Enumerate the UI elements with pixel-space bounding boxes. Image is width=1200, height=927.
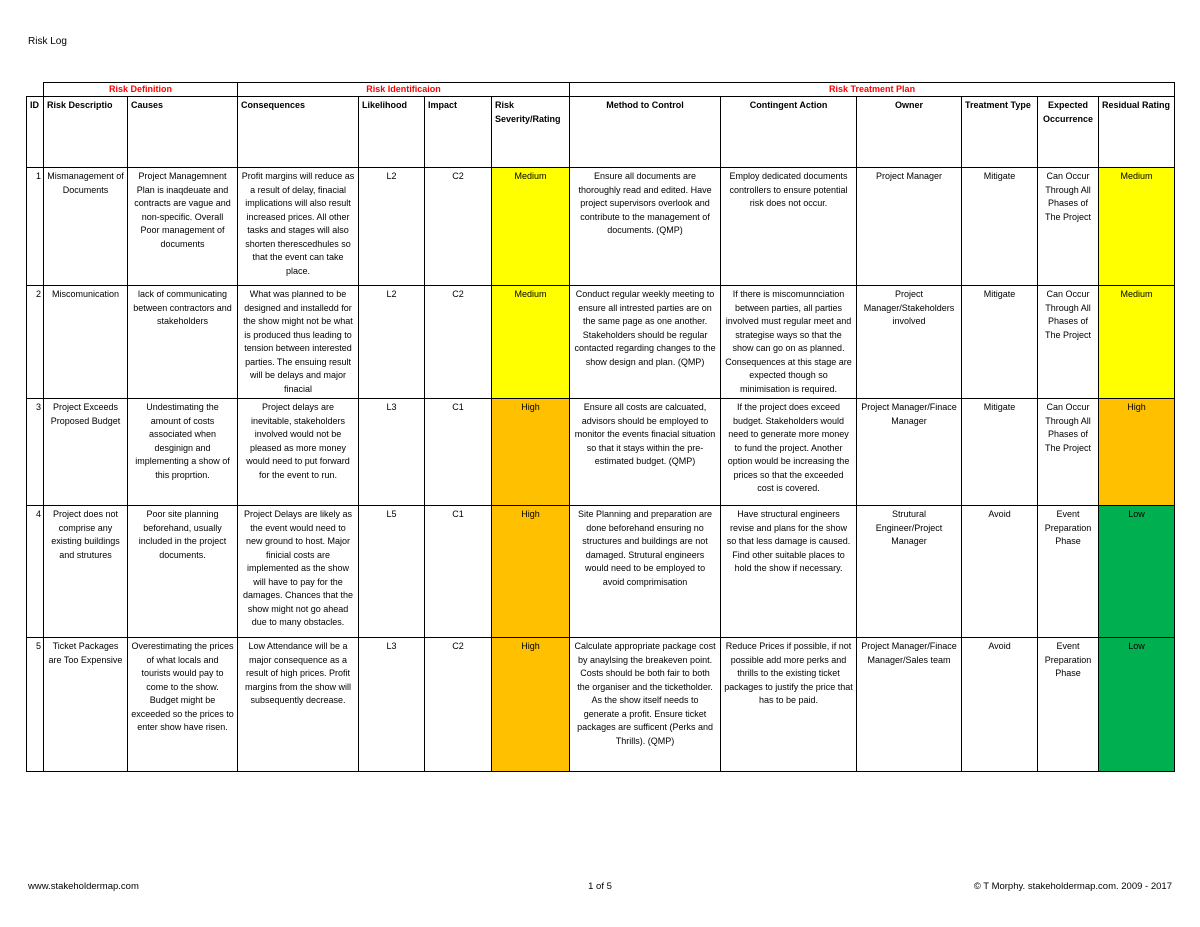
treatment-type: Avoid	[962, 638, 1038, 772]
column-header-risk-severity: Risk Severity/Rating	[492, 97, 570, 168]
risk-severity-high: High	[492, 399, 570, 506]
page-title: Risk Log	[28, 36, 67, 47]
expected-occurrence: Event Preparation Phase	[1038, 638, 1099, 772]
column-header-row	[27, 97, 1175, 168]
column-header-id: ID	[27, 97, 44, 168]
method-to-control: Calculate appropriate package cost by anaylsing the breakeven point. Costs should be both fair to both the organiser and the ticketholder. As the show itself needs to generate a profit. Ensure ticket packages are sufficent (Perks and Thrills). (QMP)	[570, 638, 721, 772]
contingent-action: Reduce Prices if possible, if not possible add more perks and thrills to the existing ticket packages to justify the price that has to be paid.	[721, 638, 857, 772]
column-header-treatment-type: Treatment Type	[962, 97, 1038, 168]
footer-copyright: © T Morphy. stakeholdermap.com. 2009 - 2017	[973, 881, 1172, 892]
risk-description: Miscomunication	[44, 286, 128, 399]
group-heading-risk-identification: Risk Identificaion	[238, 83, 570, 97]
group-heading-row	[27, 83, 1175, 97]
risk-impact: C2	[425, 286, 492, 399]
risk-severity-high: High	[492, 506, 570, 638]
contingent-action: If there is miscomunnciation between parties, all parties involved must regular meet and strategise ways so that the show can go on as planned. Consequences at this stage are expected though so minimisation is required.	[721, 286, 857, 399]
risk-owner: Project Manager/Stakeholders involved	[857, 286, 962, 399]
expected-occurrence: Can Occur Through All Phases of The Project	[1038, 399, 1099, 506]
risk-description: Project does not comprise any existing buildings and strutures	[44, 506, 128, 638]
column-header-likelihood: Likelihood	[359, 97, 425, 168]
table-row	[27, 399, 1175, 506]
risk-impact: C1	[425, 506, 492, 638]
contingent-action: Employ dedicated documents controllers to ensure potential risk does not occur.	[721, 168, 857, 286]
risk-consequences: What was planned to be designed and installedd for the show might not be what is produced thus leading to tension between interested parties. The ensuing result will be delays and major finacial	[238, 286, 359, 399]
risk-consequences: Low Attendance will be a major consequence as a result of high prices. Profit margins from the show will subsequently decrease.	[238, 638, 359, 772]
risk-likelihood: L2	[359, 286, 425, 399]
risk-causes: Overestimating the prices of what locals and tourists would pay to come to the show. Budget might be exceeded so the prices to enter show have risen.	[128, 638, 238, 772]
column-header-causes: Causes	[128, 97, 238, 168]
column-header-residual-rating: Residual Rating	[1099, 97, 1175, 168]
residual-rating-high: High	[1099, 399, 1175, 506]
method-to-control: Site Planning and preparation are done beforehand ensuring no structures and buildings are not damaged. Strutural engineers would need to be employed to avoid comprimisation	[570, 506, 721, 638]
treatment-type: Avoid	[962, 506, 1038, 638]
risk-causes: Project Managemnent Plan is inaqdeuate and contracts are vague and non-specific. Overall Poor management of documents	[128, 168, 238, 286]
risk-impact: C1	[425, 399, 492, 506]
column-header-consequences: Consequences	[238, 97, 359, 168]
method-to-control: Ensure all costs are calcuated, advisors should be employed to monitor the events finacial situation so that it stays within the pre-estimated budget. (QMP)	[570, 399, 721, 506]
table-row	[27, 638, 1175, 772]
risk-consequences: Project delays are inevitable, stakeholders involved would not be pleased as more money would need to put forward for the event to run.	[238, 399, 359, 506]
risk-causes: lack of communicating between contractors and stakeholders	[128, 286, 238, 399]
risk-causes: Poor site planning beforehand, usually included in the project documents.	[128, 506, 238, 638]
group-heading-risk-definition: Risk Definition	[44, 83, 238, 97]
method-to-control: Ensure all documents are thoroughly read and edited. Have project supervisors overlook and contribute to the management of documents. (QMP)	[570, 168, 721, 286]
column-header-contingent-action: Contingent Action	[721, 97, 857, 168]
risk-likelihood: L3	[359, 399, 425, 506]
risk-likelihood: L2	[359, 168, 425, 286]
residual-rating-medium: Medium	[1099, 168, 1175, 286]
risk-log-table	[26, 82, 1175, 772]
table-row	[27, 168, 1175, 286]
column-header-method-to-control: Method to Control	[570, 97, 721, 168]
risk-likelihood: L5	[359, 506, 425, 638]
expected-occurrence: Can Occur Through All Phases of The Project	[1038, 168, 1099, 286]
residual-rating-low: Low	[1099, 638, 1175, 772]
risk-owner: Project Manager	[857, 168, 962, 286]
risk-id: 5	[27, 638, 44, 772]
risk-id: 3	[27, 399, 44, 506]
risk-owner: Project Manager/Finace Manager/Sales team	[857, 638, 962, 772]
risk-likelihood: L3	[359, 638, 425, 772]
risk-impact: C2	[425, 638, 492, 772]
risk-causes: Undestimating the amount of costs associated when desginign and implementing a show of this proprtion.	[128, 399, 238, 506]
risk-severity-medium: Medium	[492, 168, 570, 286]
treatment-type: Mitigate	[962, 399, 1038, 506]
group-heading-risk-treatment-plan: Risk Treatment Plan	[570, 83, 1175, 97]
risk-description: Ticket Packages are Too Expensive	[44, 638, 128, 772]
treatment-type: Mitigate	[962, 168, 1038, 286]
risk-owner: Project Manager/Finace Manager	[857, 399, 962, 506]
risk-severity-high: High	[492, 638, 570, 772]
column-header-expected-occurrence: Expected Occurrence	[1038, 97, 1099, 168]
method-to-control: Conduct regular weekly meeting to ensure all intrested parties are on the same page as one another. Stakeholders should be regular contacted regarding changes to the show design and plan. (QMP)	[570, 286, 721, 399]
column-header-owner: Owner	[857, 97, 962, 168]
contingent-action: Have structural engineers revise and plans for the show so that less damage is caused. Find other suitable places to hold the show if necessary.	[721, 506, 857, 638]
risk-id: 1	[27, 168, 44, 286]
footer-website-link[interactable]: www.stakeholdermap.com	[28, 881, 139, 892]
risk-description: Mismanagement of Documents	[44, 168, 128, 286]
column-header-risk-description: Risk Descriptio	[44, 97, 128, 168]
risk-consequences: Project Delays are likely as the event would need to new ground to host. Major finicial costs are implemented as the show will have to pay for the damages. Chances that the show might not go ahead due to many obstacles.	[238, 506, 359, 638]
risk-consequences: Profit margins will reduce as a result of delay, finacial implications will also result increased prices. All other tasks and stages will also shorten therescedhules so that the event can take place.	[238, 168, 359, 286]
risk-impact: C2	[425, 168, 492, 286]
residual-rating-low: Low	[1099, 506, 1175, 638]
risk-description: Project Exceeds Proposed Budget	[44, 399, 128, 506]
treatment-type: Mitigate	[962, 286, 1038, 399]
risk-owner: Strutural Engineer/Project Manager	[857, 506, 962, 638]
footer-page-number: 1 of 5	[588, 881, 612, 892]
risk-id: 4	[27, 506, 44, 638]
column-header-impact: Impact	[425, 97, 492, 168]
group-heading-blank	[27, 83, 44, 97]
residual-rating-medium: Medium	[1099, 286, 1175, 399]
contingent-action: If the project does exceed budget. Stakeholders would need to generate more money to fund the project. Another option would be increasing the prices so that the exceeded cost is covered.	[721, 399, 857, 506]
expected-occurrence: Can Occur Through All Phases of The Project	[1038, 286, 1099, 399]
risk-severity-medium: Medium	[492, 286, 570, 399]
risk-id: 2	[27, 286, 44, 399]
expected-occurrence: Event Preparation Phase	[1038, 506, 1099, 638]
table-row	[27, 506, 1175, 638]
table-row	[27, 286, 1175, 399]
